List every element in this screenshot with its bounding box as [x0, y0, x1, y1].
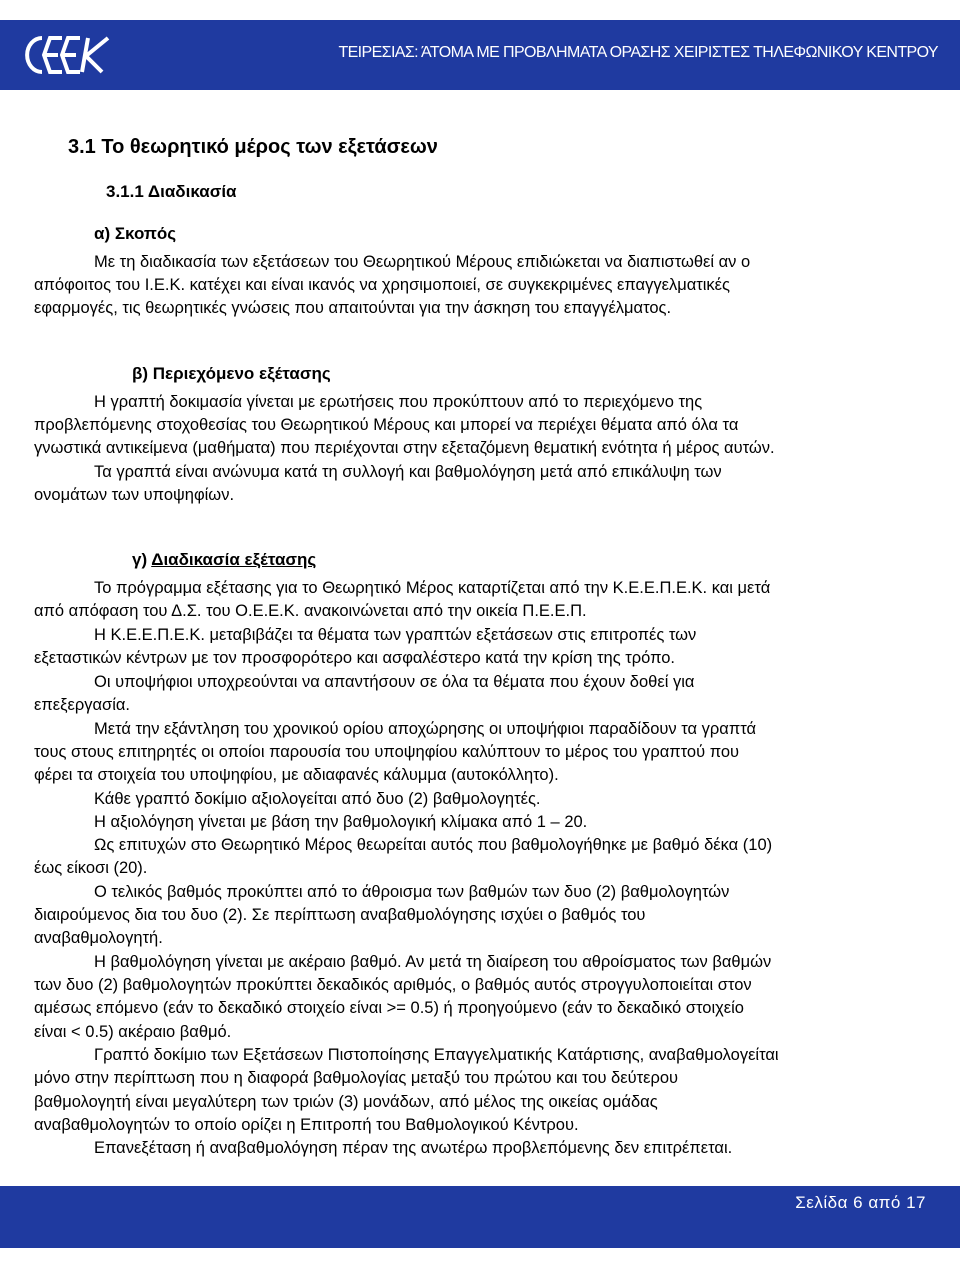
section-c-line: εξεταστικών κέντρων με τον προσφορότερο και ασφαλέστερο κατά την κρίση της τρόπο.	[34, 649, 675, 667]
section-c-line: Οι υποψήφιοι υποχρεούνται να απαντήσουν σε όλα τα θέματα που έχουν δοθεί για	[94, 673, 695, 691]
section-c-line: έως είκοσι (20).	[34, 859, 148, 877]
section-b-line: ονομάτων των υποψηφίων.	[34, 486, 235, 504]
section-c-line: Επανεξέταση ή αναβαθμολόγηση πέραν της ανωτέρω προβλεπόμενης δεν επιτρέπεται.	[94, 1139, 733, 1157]
section-c-line: μόνο στην περίπτωση που η διαφορά βαθμολογίας μεταξύ του πρώτου και του δεύτερου	[34, 1069, 679, 1087]
section-c-title-text: Διαδικασία εξέτασης	[151, 550, 317, 569]
section-c-line: επεξεργασία.	[34, 696, 130, 714]
ceek-logo	[22, 30, 114, 80]
section-c-line: Μετά την εξάντληση του χρονικού ορίου αποχώρησης οι υποψήφιοι παραδίδουν τα γραπτά	[94, 720, 757, 738]
section-c-line: αναβαθμολογητή.	[34, 929, 163, 947]
section-c-line: φέρει τα στοιχεία του υποψηφίου, με αδιαφανές κάλυμμα (αυτοκόλλητο).	[34, 766, 559, 784]
section-a-line: Με τη διαδικασία των εξετάσεων του Θεωρητικού Μέρους επιδιώκεται να διαπιστωθεί αν ο	[94, 253, 751, 271]
section-b-title: β) Περιεχόμενο εξέτασης	[132, 364, 331, 383]
section-c-line: Ο τελικός βαθμός προκύπτει από το άθροισμα των βαθμών των δυο (2) βαθμολογητών	[94, 883, 730, 901]
section-a-title: α) Σκοπός	[94, 224, 177, 243]
section-c-line: είναι < 0.5) ακέραιο βαθμό.	[34, 1023, 232, 1041]
section-c-line: Η αξιολόγηση γίνεται με βάση την βαθμολογική κλίμακα από 1 – 20.	[94, 813, 588, 831]
section-c-line: Η βαθμολόγηση γίνεται με ακέραιο βαθμό. Αν μετά τη διαίρεση του αθροίσματος των βαθμών	[94, 953, 772, 971]
header-title: ΤΕΙΡΕΣΙΑΣ: ΆΤΟΜΑ ΜΕ ΠΡΟΒΛΗΜΑΤΑ ΟΡΑΣΗΣ ΧΕΙΡΙΣΤΕΣ ΤΗΛΕΦΩΝΙΚΟΥ ΚΕΝΤΡΟΥ	[338, 44, 938, 61]
section-c-line: Το πρόγραμμα εξέτασης για το Θεωρητικό Μέρος καταρτίζεται από την Κ.Ε.Ε.Π.Ε.Κ. και μετά	[94, 579, 771, 597]
section-c-prefix: γ)	[132, 550, 152, 569]
section-c-line: Ως επιτυχών στο Θεωρητικό Μέρος θεωρείται αυτός που βαθμολογήθηκε με βαθμό δέκα (10)	[94, 836, 773, 854]
section-c-line: των δυο (2) βαθμολογητών προκύπτει δεκαδικός αριθμός, ο βαθμός αυτός στρογγυλοποιείται στον	[34, 976, 752, 994]
section-c-line: διαιρούμενος δια του δυο (2). Σε περίπτωση αναβαθμολόγησης ισχύει ο βαθμός του	[34, 906, 646, 924]
section-c-line: Η Κ.Ε.Ε.Π.Ε.Κ. μεταβιβάζει τα θέματα των γραπτών εξετάσεων στις επιτροπές των	[94, 626, 697, 644]
section-heading: 3.1 Το θεωρητικό μέρος των εξετάσεων	[68, 136, 438, 158]
page-number: Σελίδα 6 από 17	[795, 1193, 926, 1212]
section-b-line: προβλεπόμενης στοχοθεσίας του Θεωρητικού Μέρους και μπορεί να περιέχει θέματα από όλα τα	[34, 416, 739, 434]
section-a-line: εφαρμογές, τις θεωρητικές γνώσεις που απαιτούνται για την άσκηση του επαγγέλματος.	[34, 299, 672, 317]
section-c-line: αναβαθμολογητών το οποίο ορίζει η Επιτροπή του Βαθμολογικού Κέντρου.	[34, 1116, 579, 1134]
section-c-line: Γραπτό δοκίμιο των Εξετάσεων Πιστοποίησης Επαγγελματικής Κατάρτισης, αναβαθμολογείται	[94, 1046, 779, 1064]
section-a-line: απόφοιτος του Ι.Ε.Κ. κατέχει και είναι ικανός να χρησιμοποιεί, σε συγκεκριμένες επαγγελματικές	[34, 276, 730, 294]
section-c-line: αμέσως επόμενο (εάν το δεκαδικό στοιχείο είναι >= 0.5) ή προηγούμενο (εάν το δεκαδικό στοιχείο	[34, 999, 744, 1017]
section-c-line: τους στους επιτηρητές οι οποίοι παρουσία του υποψηφίου καλύπτουν το μέρος του γραπτού που	[34, 743, 740, 761]
subsection-heading: 3.1.1 Διαδικασία	[106, 182, 237, 201]
section-c-line: Κάθε γραπτό δοκίμιο αξιολογείται από δυο (2) βαθμολογητές.	[94, 790, 541, 808]
section-b-line: Τα γραπτά είναι ανώνυμα κατά τη συλλογή και βαθμολόγηση μετά από επικάλυψη των	[94, 463, 722, 481]
section-c-title	[132, 550, 316, 570]
section-b-line: Η γραπτή δοκιμασία γίνεται με ερωτήσεις που προκύπτουν από το περιεχόμενο της	[94, 393, 703, 411]
section-b-line: γνωστικά αντικείμενα (μαθήματα) που περιέχονται στην εξεταζόμενη θεματική ενότητα ή μέρος αυτών.	[34, 439, 775, 457]
section-c-line: βαθμολογητή είναι μεγαλύτερη των τριών (3) μονάδων, από μέλος της οικείας ομάδας	[34, 1093, 658, 1111]
section-c-line: από απόφαση του Δ.Σ. του Ο.Ε.Ε.Κ. ανακοινώνεται από την οικεία Π.Ε.Ε.Π.	[34, 602, 587, 620]
